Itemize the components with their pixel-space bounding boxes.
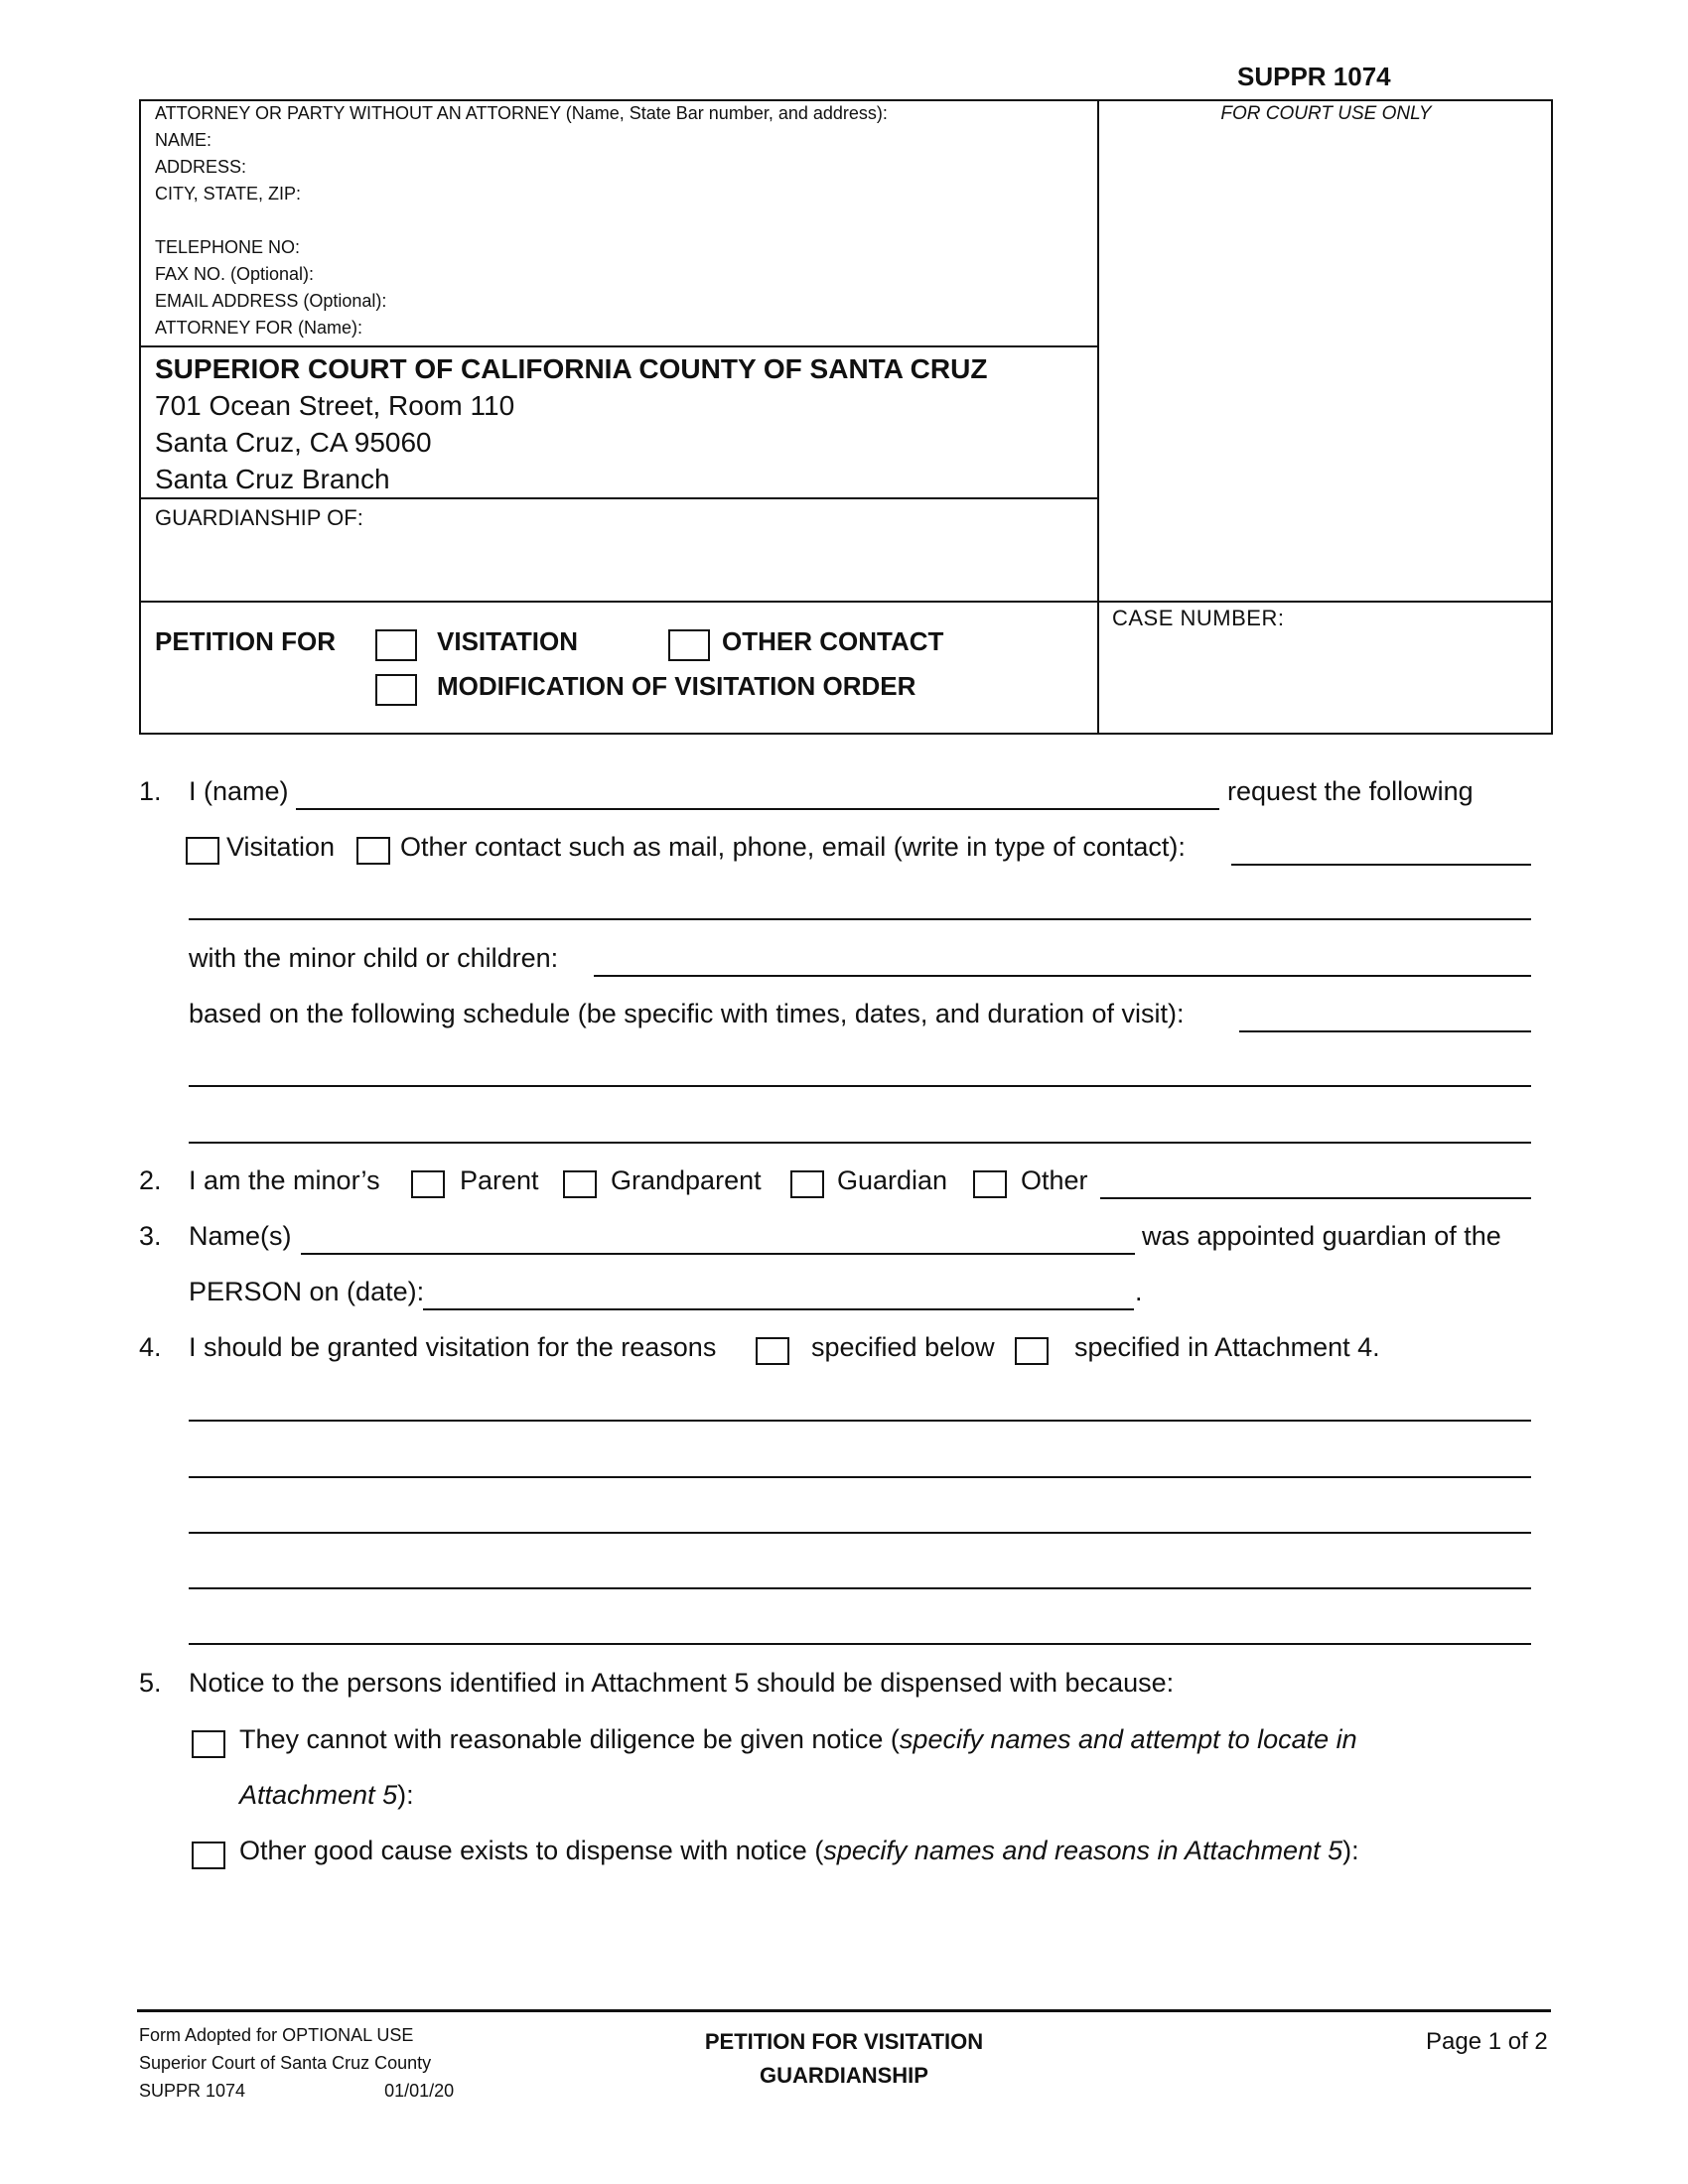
notice-good-cause-end: ): — [1342, 1836, 1359, 1865]
court-street: 701 Ocean Street, Room 110 — [155, 390, 515, 421]
notice-diligence-attachment: Attachment 5 — [239, 1780, 398, 1810]
modification-checkbox[interactable] — [375, 674, 417, 706]
other-relation-label: Other — [1021, 1165, 1088, 1195]
case-number-field[interactable]: CASE NUMBER: — [1112, 606, 1285, 630]
item1-request-text: request the following — [1227, 776, 1474, 806]
footer-code-date — [139, 2077, 454, 2105]
court-use-only: FOR COURT USE ONLY — [1220, 103, 1432, 124]
notice-good-cause-text — [239, 1836, 1359, 1866]
petition-for-label: PETITION FOR — [155, 626, 336, 656]
divider-petition — [139, 601, 1553, 603]
notice-good-cause-italic: specify names and reasons in Attachment 5 — [823, 1836, 1343, 1865]
item1-name-label: I (name) — [189, 776, 289, 806]
notice-diligence-plain: They cannot with reasonable diligence be given notice ( — [239, 1724, 900, 1754]
visitation-label: VISITATION — [437, 626, 579, 656]
item1-visitation-label: Visitation — [226, 832, 336, 862]
attorney-city-field[interactable]: CITY, STATE, ZIP: — [155, 184, 302, 204]
notice-diligence-line2 — [239, 1780, 414, 1811]
footer-rule — [137, 2009, 1551, 2012]
item1-visitation-checkbox[interactable] — [186, 837, 219, 865]
footer-adopted: Form Adopted for OPTIONAL USE — [139, 2025, 414, 2045]
court-branch: Santa Cruz Branch — [155, 464, 390, 494]
item3-period: . — [1135, 1277, 1143, 1306]
visitation-checkbox[interactable] — [375, 629, 417, 661]
item1-number: 1. — [139, 776, 162, 806]
footer-title — [645, 2025, 1043, 2093]
schedule-line-2[interactable] — [189, 1085, 1531, 1087]
item1-other-contact-checkbox[interactable] — [356, 837, 390, 865]
other-contact-checkbox[interactable] — [668, 629, 710, 661]
notice-diligence-checkbox[interactable] — [192, 1730, 225, 1758]
notice-good-cause-plain: Other good cause exists to dispense with notice ( — [239, 1836, 824, 1865]
attorney-fax-field[interactable]: FAX NO. (Optional): — [155, 264, 315, 284]
caption-divider — [1097, 99, 1099, 735]
footer-court: Superior Court of Santa Cruz County — [139, 2053, 432, 2073]
other-relation-checkbox[interactable] — [973, 1170, 1007, 1198]
item1-schedule-label: based on the following schedule (be specific with times, dates, and duration of visit): — [189, 999, 1185, 1028]
footer-left — [139, 2021, 454, 2105]
attorney-heading: ATTORNEY OR PARTY WITHOUT AN ATTORNEY (Name, State Bar number, and address): — [155, 103, 888, 123]
item3-names-label: Name(s) — [189, 1221, 292, 1251]
court-city: Santa Cruz, CA 95060 — [155, 427, 432, 458]
reasons-below-checkbox[interactable] — [756, 1337, 789, 1365]
modification-label: MODIFICATION OF VISITATION ORDER — [437, 671, 916, 701]
page-number: Page 1 of 2 — [1426, 2028, 1548, 2055]
item4-number: 4. — [139, 1332, 162, 1362]
divider-court-guardianship — [139, 497, 1098, 499]
item4-label: I should be granted visitation for the reasons — [189, 1332, 717, 1362]
minor-children-line[interactable] — [594, 975, 1531, 977]
item5-label: Notice to the persons identified in Attachment 5 should be dispensed with because: — [189, 1668, 1175, 1698]
footer-title-line2: GUARDIANSHIP — [760, 2063, 928, 2088]
reasons-line-5[interactable] — [189, 1643, 1531, 1645]
divider-attorney-court — [139, 345, 1098, 347]
notice-diligence-italic: specify names and attempt to locate in — [899, 1724, 1357, 1754]
contact-type-line-2[interactable] — [189, 918, 1531, 920]
reasons-line-1[interactable] — [189, 1420, 1531, 1422]
guardian-names-line[interactable] — [301, 1253, 1135, 1255]
form-code: SUPPR 1074 — [1237, 62, 1391, 91]
reasons-below-label: specified below — [811, 1332, 995, 1362]
reasons-attachment-label: specified in Attachment 4. — [1074, 1332, 1380, 1362]
guardian-checkbox[interactable] — [790, 1170, 824, 1198]
reasons-attachment-checkbox[interactable] — [1015, 1337, 1049, 1365]
item2-number: 2. — [139, 1165, 162, 1195]
reasons-line-2[interactable] — [189, 1476, 1531, 1478]
other-contact-label: OTHER CONTACT — [722, 626, 944, 656]
parent-label: Parent — [460, 1165, 539, 1195]
court-block — [155, 350, 1088, 497]
guardianship-of-field[interactable]: GUARDIANSHIP OF: — [155, 505, 363, 530]
footer-date: 01/01/20 — [384, 2081, 455, 2101]
spacer — [155, 207, 1088, 234]
footer-title-line1: PETITION FOR VISITATION — [704, 2029, 984, 2054]
reasons-line-3[interactable] — [189, 1532, 1531, 1534]
grandparent-label: Grandparent — [611, 1165, 762, 1195]
item3-number: 3. — [139, 1221, 162, 1251]
schedule-line-3[interactable] — [189, 1142, 1531, 1144]
guardian-label: Guardian — [837, 1165, 948, 1195]
attorney-for-field[interactable]: ATTORNEY FOR (Name): — [155, 318, 363, 338]
item2-label: I am the minor’s — [189, 1165, 380, 1195]
contact-type-line[interactable] — [1231, 864, 1531, 866]
item3-person-on-label: PERSON on (date): — [189, 1277, 425, 1306]
attorney-telephone-field[interactable]: TELEPHONE NO: — [155, 237, 301, 257]
item1-name-line[interactable] — [296, 808, 1219, 810]
attorney-address-field[interactable]: ADDRESS: — [155, 157, 247, 177]
attorney-box — [155, 100, 1088, 341]
schedule-line[interactable] — [1239, 1030, 1531, 1032]
grandparent-checkbox[interactable] — [563, 1170, 597, 1198]
item1-minor-children-label: with the minor child or children: — [189, 943, 559, 973]
reasons-line-4[interactable] — [189, 1587, 1531, 1589]
parent-checkbox[interactable] — [411, 1170, 445, 1198]
notice-good-cause-checkbox[interactable] — [192, 1842, 225, 1869]
appointment-date-line[interactable] — [423, 1308, 1134, 1310]
attorney-name-field[interactable]: NAME: — [155, 130, 212, 150]
other-relation-line[interactable] — [1100, 1197, 1531, 1199]
notice-diligence-text — [239, 1724, 1357, 1755]
item1-other-contact-label: Other contact such as mail, phone, email (write in type of contact): — [400, 832, 1186, 862]
attorney-email-field[interactable]: EMAIL ADDRESS (Optional): — [155, 291, 387, 311]
court-title: SUPERIOR COURT OF CALIFORNIA COUNTY OF SANTA CRUZ — [155, 353, 988, 384]
notice-diligence-end: ): — [397, 1780, 414, 1810]
item5-number: 5. — [139, 1668, 162, 1698]
footer-code: SUPPR 1074 — [139, 2081, 246, 2101]
item3-appointed-text: was appointed guardian of the — [1142, 1221, 1501, 1251]
